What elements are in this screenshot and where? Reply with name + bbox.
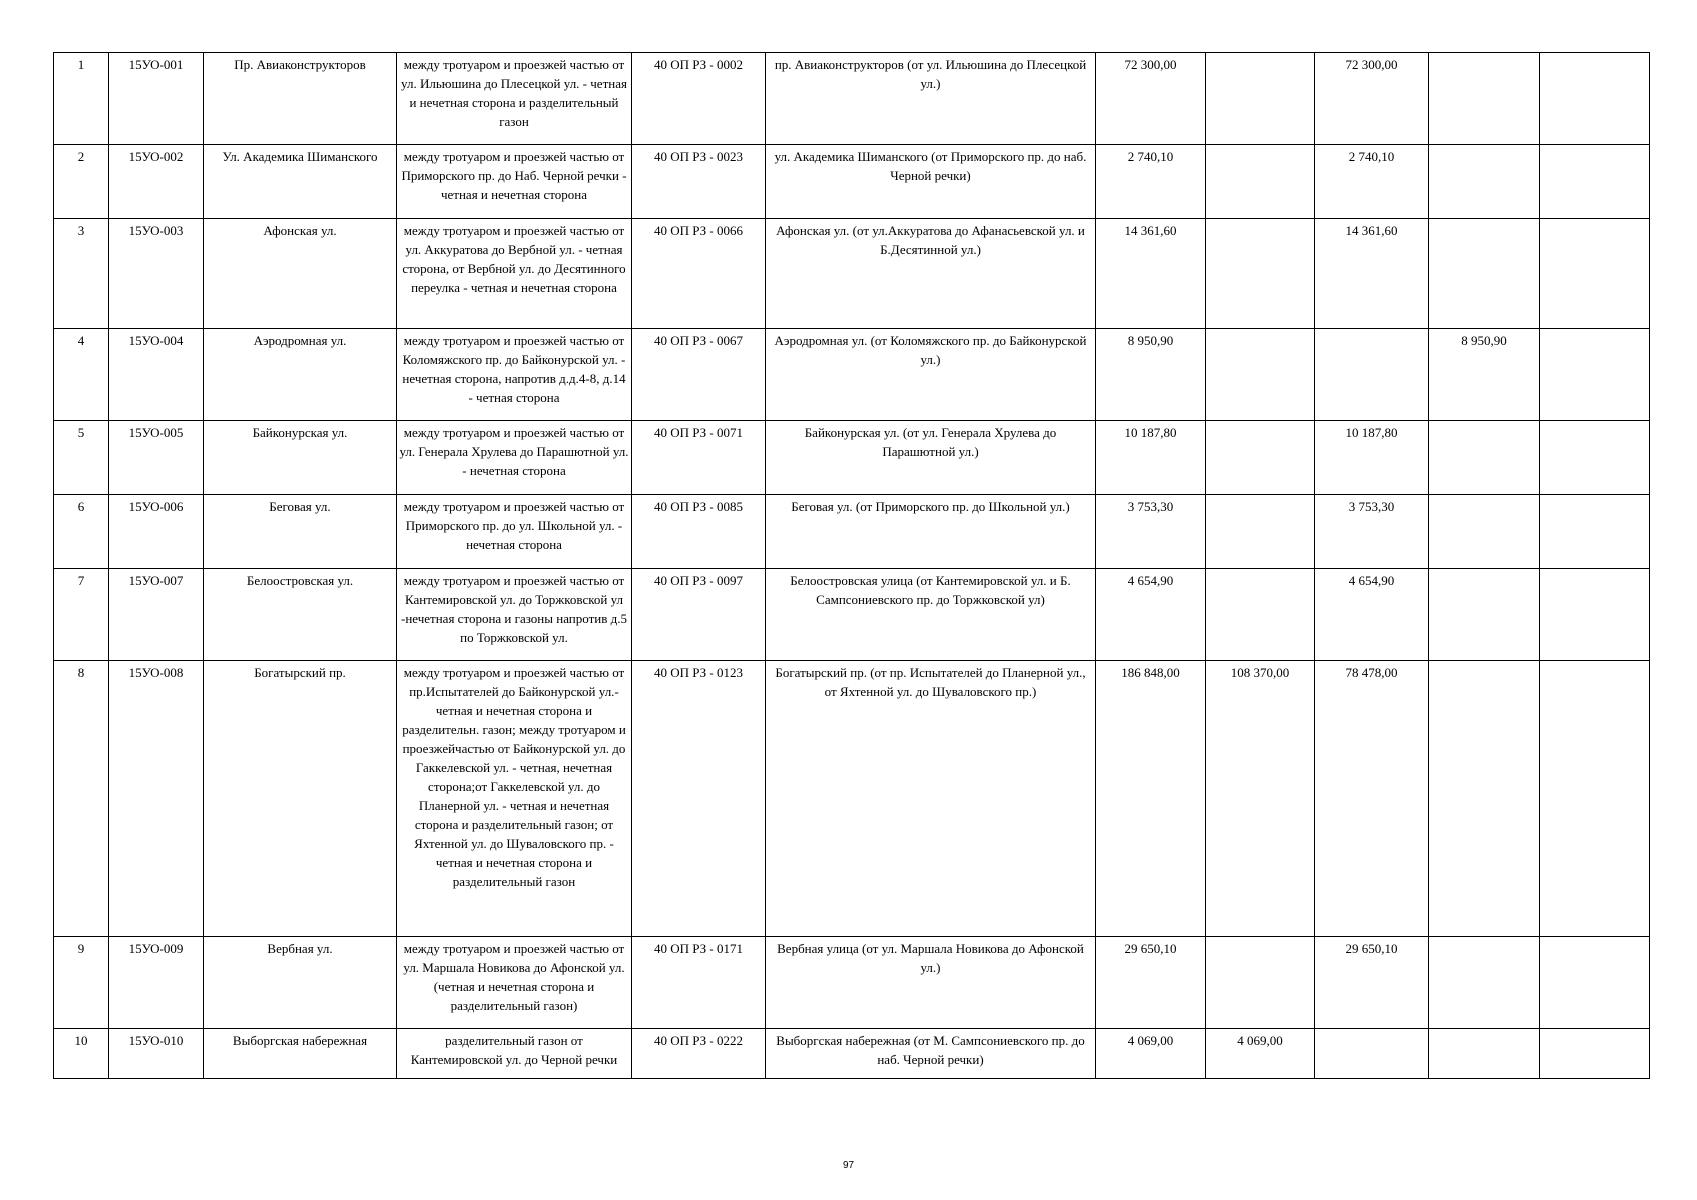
road-id-cell: 40 ОП РЗ - 0097 [632, 569, 766, 661]
table-row [54, 145, 1650, 219]
location-description-cell: между тротуаром и проезжей частью от ул. Ильюшина до Плесецкой ул. - четная и нечетная сторона и разделительный газон [397, 53, 632, 145]
total-area-cell: 8 950,90 [1096, 329, 1206, 421]
area-col8-cell [1206, 219, 1315, 329]
total-area-cell: 4 069,00 [1096, 1029, 1206, 1079]
street-name-cell: Беговая ул. [204, 495, 397, 569]
road-description-cell: Выборгская набережная (от М. Сампсониевского пр. до наб. Черной речки) [766, 1029, 1096, 1079]
road-description-cell: Байконурская ул. (от ул. Генерала Хрулева до Парашютной ул.) [766, 421, 1096, 495]
location-description-cell: между тротуаром и проезжей частью от Приморского пр. до Наб. Черной речки - четная и нечетная сторона [397, 145, 632, 219]
area-col9-cell: 2 740,10 [1315, 145, 1429, 219]
area-col8-cell [1206, 495, 1315, 569]
area-col8-cell [1206, 421, 1315, 495]
area-col10-cell [1429, 145, 1540, 219]
object-code-cell: 15УО-007 [109, 569, 204, 661]
area-col8-cell: 4 069,00 [1206, 1029, 1315, 1079]
area-col10-cell [1429, 661, 1540, 937]
road-description-cell: Белоостровская улица (от Кантемировской ул. и Б. Сампсониевского пр. до Торжковской ул) [766, 569, 1096, 661]
area-col10-cell [1429, 937, 1540, 1029]
area-col8-cell [1206, 145, 1315, 219]
object-code-cell: 15УО-003 [109, 219, 204, 329]
road-id-cell: 40 ОП РЗ - 0123 [632, 661, 766, 937]
area-col10-cell: 8 950,90 [1429, 329, 1540, 421]
object-code-cell: 15УО-009 [109, 937, 204, 1029]
road-id-cell: 40 ОП РЗ - 0071 [632, 421, 766, 495]
road-id-cell: 40 ОП РЗ - 0222 [632, 1029, 766, 1079]
area-col11-cell [1540, 329, 1650, 421]
area-col9-cell [1315, 1029, 1429, 1079]
row-number-cell: 7 [54, 569, 109, 661]
road-description-cell: пр. Авиаконструкторов (от ул. Ильюшина до Плесецкой ул.) [766, 53, 1096, 145]
location-description-cell: между тротуаром и проезжей частью от пр.Испытателей до Байконурской ул.- четная и нечетная сторона и разделительн. газон; между тротуаром и проезжейчастью от Байконурской ул. до Гаккелевской ул. - четная, нечетная сторона;от Гаккелевской ул. до Планерной ул. - четная и нечетная сторона и разделительный газон; от Яхтенной ул. до Шуваловского пр. - четная и нечетная сторона и разделительный газон [397, 661, 632, 937]
object-code-cell: 15УО-002 [109, 145, 204, 219]
row-number-cell: 5 [54, 421, 109, 495]
area-col8-cell [1206, 53, 1315, 145]
total-area-cell: 186 848,00 [1096, 661, 1206, 937]
street-name-cell: Байконурская ул. [204, 421, 397, 495]
road-id-cell: 40 ОП РЗ - 0171 [632, 937, 766, 1029]
area-col11-cell [1540, 53, 1650, 145]
object-code-cell: 15УО-008 [109, 661, 204, 937]
area-col10-cell [1429, 219, 1540, 329]
object-code-cell: 15УО-005 [109, 421, 204, 495]
area-col11-cell [1540, 421, 1650, 495]
location-description-cell: между тротуаром и проезжей частью от Коломяжского пр. до Байконурской ул. - нечетная сторона, напротив д.д.4-8, д.14 - четная сторона [397, 329, 632, 421]
table-row [54, 421, 1650, 495]
area-col11-cell [1540, 1029, 1650, 1079]
area-col11-cell [1540, 219, 1650, 329]
table-row [54, 329, 1650, 421]
total-area-cell: 10 187,80 [1096, 421, 1206, 495]
table-row [54, 219, 1650, 329]
location-description-cell: между тротуаром и проезжей частью от ул. Маршала Новикова до Афонской ул. (четная и нечетная сторона и разделительный газон) [397, 937, 632, 1029]
row-number-cell: 9 [54, 937, 109, 1029]
object-code-cell: 15УО-001 [109, 53, 204, 145]
location-description-cell: между тротуаром и проезжей частью от Приморского пр. до ул. Школьной ул. - нечетная сторона [397, 495, 632, 569]
location-description-cell: разделительный газон от Кантемировской ул. до Черной речки [397, 1029, 632, 1079]
location-description-cell: между тротуаром и проезжей частью от ул. Аккуратова до Вербной ул. - четная сторона, от Вербной ул. до Десятинного переулка - четная и нечетная сторона [397, 219, 632, 329]
total-area-cell: 2 740,10 [1096, 145, 1206, 219]
row-number-cell: 2 [54, 145, 109, 219]
street-name-cell: Аэродромная ул. [204, 329, 397, 421]
area-col9-cell: 14 361,60 [1315, 219, 1429, 329]
road-id-cell: 40 ОП РЗ - 0085 [632, 495, 766, 569]
page-number: 97 [842, 1160, 855, 1171]
area-col9-cell: 10 187,80 [1315, 421, 1429, 495]
street-name-cell: Богатырский пр. [204, 661, 397, 937]
row-number-cell: 3 [54, 219, 109, 329]
area-col10-cell [1429, 53, 1540, 145]
area-col9-cell: 78 478,00 [1315, 661, 1429, 937]
area-col8-cell [1206, 937, 1315, 1029]
road-description-cell: Афонская ул. (от ул.Аккуратова до Афанасьевской ул. и Б.Десятинной ул.) [766, 219, 1096, 329]
total-area-cell: 29 650,10 [1096, 937, 1206, 1029]
area-col10-cell [1429, 1029, 1540, 1079]
total-area-cell: 72 300,00 [1096, 53, 1206, 145]
street-name-cell: Ул. Академика Шиманского [204, 145, 397, 219]
road-id-cell: 40 ОП РЗ - 0002 [632, 53, 766, 145]
area-col11-cell [1540, 661, 1650, 937]
table-row [54, 937, 1650, 1029]
area-col11-cell [1540, 495, 1650, 569]
table-row [54, 569, 1650, 661]
road-id-cell: 40 ОП РЗ - 0067 [632, 329, 766, 421]
row-number-cell: 6 [54, 495, 109, 569]
street-name-cell: Выборгская набережная [204, 1029, 397, 1079]
area-col9-cell: 3 753,30 [1315, 495, 1429, 569]
area-col10-cell [1429, 569, 1540, 661]
total-area-cell: 3 753,30 [1096, 495, 1206, 569]
area-col9-cell: 72 300,00 [1315, 53, 1429, 145]
table-row [54, 661, 1650, 937]
area-col11-cell [1540, 145, 1650, 219]
registry-table [53, 52, 1650, 1079]
row-number-cell: 10 [54, 1029, 109, 1079]
registry-table-body [54, 53, 1650, 1079]
road-description-cell: Вербная улица (от ул. Маршала Новикова до Афонской ул.) [766, 937, 1096, 1029]
area-col9-cell: 4 654,90 [1315, 569, 1429, 661]
total-area-cell: 14 361,60 [1096, 219, 1206, 329]
total-area-cell: 4 654,90 [1096, 569, 1206, 661]
street-name-cell: Пр. Авиаконструкторов [204, 53, 397, 145]
street-name-cell: Афонская ул. [204, 219, 397, 329]
row-number-cell: 8 [54, 661, 109, 937]
table-row [54, 1029, 1650, 1079]
area-col10-cell [1429, 421, 1540, 495]
road-description-cell: Беговая ул. (от Приморского пр. до Школьной ул.) [766, 495, 1096, 569]
location-description-cell: между тротуаром и проезжей частью от ул. Генерала Хрулева до Парашютной ул. - нечетная сторона [397, 421, 632, 495]
table-row [54, 53, 1650, 145]
object-code-cell: 15УО-004 [109, 329, 204, 421]
area-col8-cell [1206, 569, 1315, 661]
row-number-cell: 4 [54, 329, 109, 421]
area-col11-cell [1540, 569, 1650, 661]
area-col10-cell [1429, 495, 1540, 569]
object-code-cell: 15УО-010 [109, 1029, 204, 1079]
road-id-cell: 40 ОП РЗ - 0066 [632, 219, 766, 329]
table-row [54, 495, 1650, 569]
area-col8-cell: 108 370,00 [1206, 661, 1315, 937]
area-col9-cell [1315, 329, 1429, 421]
row-number-cell: 1 [54, 53, 109, 145]
object-code-cell: 15УО-006 [109, 495, 204, 569]
area-col8-cell [1206, 329, 1315, 421]
road-id-cell: 40 ОП РЗ - 0023 [632, 145, 766, 219]
road-description-cell: ул. Академика Шиманского (от Приморского пр. до наб. Черной речки) [766, 145, 1096, 219]
area-col11-cell [1540, 937, 1650, 1029]
area-col9-cell: 29 650,10 [1315, 937, 1429, 1029]
road-description-cell: Богатырский пр. (от пр. Испытателей до Планерной ул., от Яхтенной ул. до Шуваловского пр.) [766, 661, 1096, 937]
street-name-cell: Белоостровская ул. [204, 569, 397, 661]
street-name-cell: Вербная ул. [204, 937, 397, 1029]
location-description-cell: между тротуаром и проезжей частью от Кантемировской ул. до Торжковской ул -нечетная сторона и газоны напротив д.5 по Торжковской ул. [397, 569, 632, 661]
road-description-cell: Аэродромная ул. (от Коломяжского пр. до Байконурской ул.) [766, 329, 1096, 421]
